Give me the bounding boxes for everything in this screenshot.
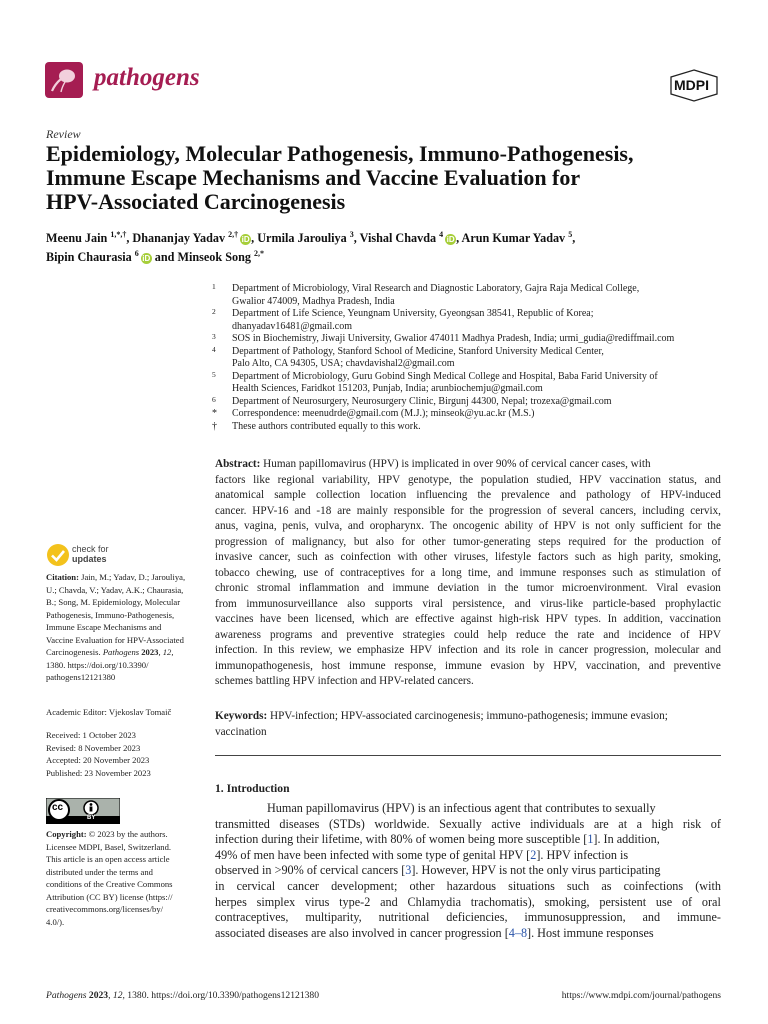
affiliation-text: Gwalior 474009, Madhya Pradesh, India (232, 295, 395, 307)
affiliation-number: 2 (212, 307, 216, 316)
check-updates-line: updates (72, 554, 107, 564)
keywords-text: vaccination (215, 725, 267, 738)
copyright-block (46, 828, 198, 928)
equal-contribution-mark: † (212, 420, 217, 432)
journal-name[interactable]: pathogens (94, 64, 200, 91)
citation-link[interactable]: 1 (587, 832, 594, 847)
citation-link[interactable]: 3 (405, 863, 412, 878)
affiliation-item (212, 371, 732, 396)
citation-link[interactable]: 2 (530, 847, 537, 862)
footer-citation (46, 990, 319, 1001)
affiliation-item (212, 308, 732, 333)
orcid-icon[interactable]: iD (241, 235, 250, 245)
body-line: herpes simplex virus type-2 and Chlamydia trachomatis), smoking, persistent use of oral (215, 894, 721, 909)
author-affiliation-mark: 2,* (254, 249, 265, 259)
affiliation-text: Department of Microbiology, Guru Gobind Singh Medical College and Hospital, Baba Farid University of (232, 370, 658, 382)
abstract-line: chronic stromal inflammation and immune deviation in the tumor microenvironment. Viral evasion (215, 582, 721, 594)
abstract-line: schemes battling HPV infection and HPV-related cancers. (215, 675, 474, 687)
mdpi-logo-text: MDPI (674, 77, 709, 93)
date-received: Received: 1 October 2023 (46, 730, 136, 740)
copyright-label: Copyright: (46, 829, 87, 839)
citation-line: Immune Escape Mechanisms and (46, 622, 162, 632)
citation-line: Pathogenesis, Immuno-Pathogenesis, (46, 609, 175, 620)
affiliation-text: Department of Neurosurgery, Neurosurgery Clinic, Birgunj 44300, Nepal; trozexa@gmail.com (232, 395, 612, 407)
body-line: associated diseases are also involved in cancer progression [4–8]. Host immune responses (215, 925, 654, 940)
publication-dates (46, 729, 198, 779)
abstract-line: factors like regional variability, HPV genotype, the population studied, HPV vaccination status, and (215, 473, 721, 486)
author-name[interactable]: , Arun Kumar Yadav (456, 231, 566, 246)
abstract-line: Human papillomavirus (HPV) is implicated in over 90% of cervical cancer cases, with (260, 458, 651, 470)
citation-line: Carcinogenesis. Pathogens 2023, 12, (46, 647, 174, 657)
copyright-line: 4.0/). (46, 916, 65, 927)
author-name[interactable]: , Vishal Chavda (353, 231, 437, 246)
abstract-line: anus, vagina, penis, vulva, and oropharynx. The oncogenic ability of HPV is not only sufficient for the (215, 520, 721, 532)
orcid-icon[interactable]: iD (446, 235, 455, 245)
section-heading: 1. Introduction (215, 782, 290, 795)
section-divider (215, 755, 721, 756)
body-line: in cervical cancer development; other hazardous situations such as coinfections (with (215, 878, 721, 893)
copyright-line: © 2023 by the authors. (86, 829, 168, 839)
title-line: Immune Escape Mechanisms and Vaccine Evaluation for (46, 165, 581, 190)
abstract-line: from immunosurveillance also supports viral persistence, and virus-like particle-based prophylactic (215, 597, 721, 610)
footer-doi[interactable]: 1380. https://doi.org/10.3390/pathogens12121380 (124, 990, 320, 1001)
check-updates-icon (46, 543, 70, 567)
affiliation-number: 4 (212, 344, 216, 354)
citation-label: Citation: (46, 572, 79, 582)
correspondence-item (212, 408, 732, 421)
abstract-line: infection. In this review, we emphasize HPV infection and its role in cancer progression, molecular and (215, 644, 721, 656)
copyright-license-link[interactable]: creativecommons.org/licenses/by/ (46, 904, 164, 914)
abstract-line: vaccines have been licensed, which are effective against high-risk HPV types. In addition, vaccination (215, 613, 721, 625)
author-name[interactable]: Meenu Jain (46, 231, 108, 246)
citation-doi[interactable]: pathogens12121380 (46, 672, 116, 682)
abstract-line: anatomical sample collection location influencing the prevalence and pathology of HPV-induced (215, 489, 721, 501)
body-line: 49% of men have been infected with some type of genital HPV [2]. HPV infection is (215, 847, 629, 862)
author-name[interactable]: , Dhananjay Yadav (126, 231, 226, 246)
cc-by-license-badge[interactable] (46, 798, 120, 824)
citation-line: B.; Song, M. Epidemiology, Molecular (46, 597, 181, 607)
abstract-line: immunopathogenesis, host immune response, immune evasion by HPV, vaccination, and preventive (215, 659, 721, 672)
mdpi-logo[interactable] (668, 68, 720, 102)
citation-link[interactable]: 4–8 (508, 925, 528, 940)
keywords-label: Keywords: (215, 710, 268, 722)
affiliation-item (212, 333, 732, 346)
footer-journal: Pathogens (46, 990, 87, 1001)
affiliation-text: Palo Alto, CA 94305, USA; chavdavishal2@gmail.com (232, 358, 455, 369)
orcid-icon[interactable]: iD (142, 254, 151, 264)
author-affiliation-mark: 3 (349, 230, 354, 239)
abstract-label: Abstract: (215, 458, 261, 470)
date-published: Published: 23 November 2023 (46, 767, 151, 778)
abstract (215, 457, 721, 690)
cc-badge-text: cc (52, 802, 64, 813)
citation-line: U.; Chavda, V.; Yadav, A.K.; Chaurasia, (46, 584, 184, 595)
affiliation-number: 5 (212, 369, 216, 379)
pathogens-logo-icon (45, 62, 83, 98)
copyright-line: distributed under the terms and (46, 866, 153, 877)
equal-contribution-text: These authors contributed equally to this work. (232, 420, 421, 432)
abstract-line: cancer. HPV-16 and -18 are mainly responsible for the progression of several cancers, including cervix, (215, 504, 721, 517)
abstract-line: awareness programs and preventive strategies could help reduce the rate and incidence of HPV (215, 628, 721, 641)
correspondence-mark: * (212, 408, 217, 419)
affiliation-item (212, 396, 732, 409)
title-line: Epidemiology, Molecular Pathogenesis, Immuno-Pathogenesis, (46, 141, 634, 166)
abstract-line: invasive cancer, such as coinfection with other viruses, lifestyle factors such as high parity, smoking, (215, 551, 721, 563)
affiliation-item (212, 346, 732, 371)
affiliation-number: 3 (212, 332, 216, 341)
equal-contribution-item (212, 421, 732, 434)
affiliation-text: Department of Pathology, Stanford School of Medicine, Stanford University Medical Center, (232, 345, 604, 357)
author-separator: , (572, 231, 576, 246)
introduction-body (215, 801, 721, 941)
footer-journal-url[interactable]: https://www.mdpi.com/journal/pathogens (561, 990, 721, 1001)
copyright-line: Attribution (CC BY) license (https:// (46, 891, 173, 902)
date-accepted: Accepted: 20 November 2023 (46, 755, 150, 765)
affiliation-text: Health Sciences, Faridkot 151203, Punjab, India; arunbiochemju@gmail.com (232, 383, 543, 394)
article-type: Review (46, 127, 81, 141)
body-line: infection during their lifetime, with 80% of women being more susceptible [1]. In addition, (215, 832, 660, 847)
check-updates-line: check for (72, 544, 109, 554)
keywords-text: HPV-infection; HPV-associated carcinogenesis; immuno-pathogenesis; immune evasion; (267, 710, 668, 722)
body-line: observed in >90% of cervical cancers [3]. However, HPV is not the only virus participating (215, 863, 661, 878)
correspondence-text: Correspondence: meenudrde@gmail.com (M.J.); minseok@yu.ac.kr (M.S.) (232, 408, 535, 419)
author-name[interactable]: and Minseok Song (151, 250, 251, 265)
author-list (46, 227, 736, 265)
body-line: Human papillomavirus (HPV) is an infectious agent that contributes to sexually (267, 801, 656, 815)
affiliation-text: Department of Life Science, Yeungnam University, Gyeongsan 38541, Republic of Korea; (232, 308, 594, 319)
citation-block (46, 571, 198, 684)
affiliation-number: 6 (212, 394, 216, 404)
abstract-line: tobacco chewing, use of contraceptives for a long time, and immune responses such as stimulation of (215, 566, 721, 579)
author-affiliation-mark: 6 (134, 249, 139, 259)
author-affiliation-mark: 2,† (228, 230, 239, 239)
affiliation-item (212, 283, 732, 308)
keywords (215, 709, 721, 740)
body-line: transmitted diseases (STDs) worldwide. Sexually active individuals are at a high risk of (215, 816, 721, 831)
author-affiliation-mark: 4 (439, 230, 444, 239)
author-name[interactable]: , Urmila Jarouliya (251, 231, 347, 246)
affiliation-email[interactable]: dhanyadav16481@gmail.com (232, 320, 353, 332)
check-for-updates-button[interactable] (46, 543, 126, 569)
date-revised: Revised: 8 November 2023 (46, 742, 141, 753)
affiliation-text: Department of Microbiology, Viral Research and Diagnostic Laboratory, Gajra Raja Medical College, (232, 283, 640, 294)
citation-doi[interactable]: 1380. https://doi.org/10.3390/ (46, 659, 149, 670)
title-line: HPV-Associated Carcinogenesis (46, 189, 346, 214)
citation-line: Jain, M.; Yadav, D.; Jarouliya, (78, 572, 186, 582)
affiliations (212, 283, 732, 433)
footer-volume: , 12, (108, 990, 125, 1001)
copyright-line: This article is an open access article (46, 854, 170, 864)
citation-line: Vaccine Evaluation for HPV-Associated (46, 634, 184, 645)
author-affiliation-mark: 5 (568, 230, 573, 239)
academic-editor: Academic Editor: Vjekoslav Tomaič (46, 707, 172, 717)
copyright-line: Licensee MDPI, Basel, Switzerland. (46, 841, 172, 852)
author-name[interactable]: Bipin Chaurasia (46, 250, 132, 265)
footer-year: 2023 (86, 990, 109, 1001)
author-affiliation-mark: 1,*,† (110, 230, 127, 239)
body-line: contraceptives, multiparity, nutritional deficiencies, immunosuppression, and immune- (215, 910, 721, 925)
abstract-line: progression of malignancy, but also for other tumor-generating steps required for the production of (215, 535, 721, 548)
article-title (46, 142, 736, 214)
affiliation-number: 1 (212, 282, 216, 291)
affiliation-text: SOS in Biochemistry, Jiwaji University, Gwalior 474011 Madhya Pradesh, India; urmi_gudia@rediffmail.com (232, 333, 675, 344)
by-badge-text: BY (87, 815, 96, 821)
copyright-line: conditions of the Creative Commons (46, 879, 173, 889)
